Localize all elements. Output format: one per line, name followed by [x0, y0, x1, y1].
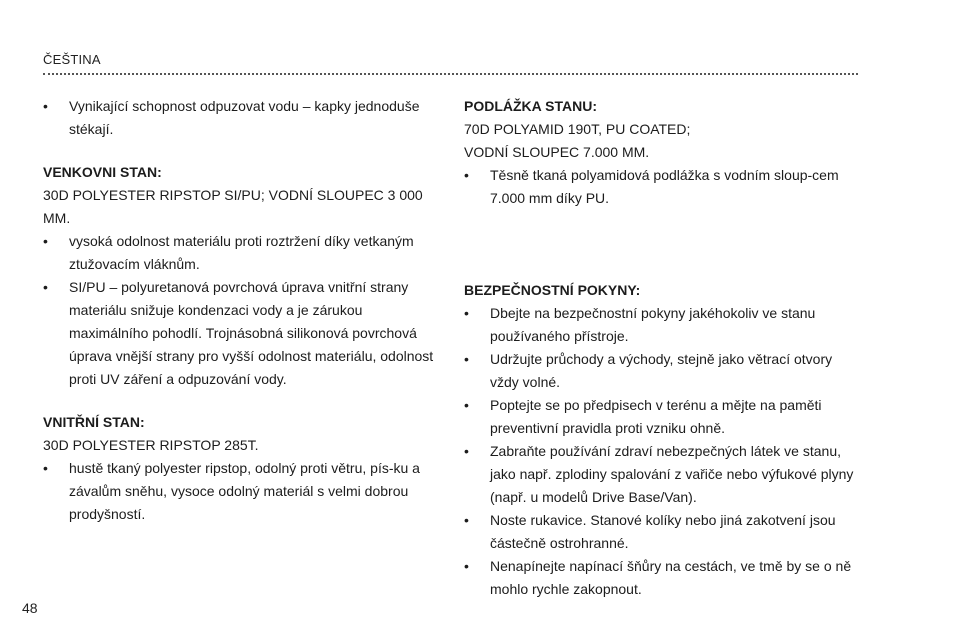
floor-heading: PODLÁŽKA STANU:: [464, 98, 597, 114]
intro-bullet: • Vynikající schopnost odpuzovat vodu – kapky jednoduše stékají.: [43, 95, 438, 141]
language-header: ČEŠTINA: [43, 52, 101, 67]
dotted-divider: [43, 73, 858, 75]
safety-heading: BEZPEČNOSTNÍ POKYNY:: [464, 282, 641, 298]
inner-tent-bullet: • hustě tkaný polyester ripstop, odolný proti větru, pís-ku a závalům sněhu, vysoce odolný materiál s velmi dobrou prodyšností.: [43, 457, 438, 526]
inner-tent-spec: 30D POLYESTER RIPSTOP 285T.: [43, 437, 259, 453]
right-column: [464, 95, 859, 601]
floor-spec-line: 70D POLYAMID 190T, PU COATED;: [464, 121, 691, 137]
outer-tent-bullet: • SI/PU – polyuretanová povrchová úprava vnitřní strany materiálu snižuje kondenzaci vody a je zárukou maximálního pohodlí. Trojnásobná silikonová povrchová úprava vnější strany pro vyšší odolnost materiálu, odolnost proti UV záření a odpuzování vody.: [43, 276, 438, 391]
safety-bullet: • Udržujte průchody a východy, stejně jako větrací otvory vždy volné.: [464, 348, 859, 394]
safety-bullet: • Zabraňte používání zdraví nebezpečných látek ve stanu, jako např. zplodiny spalování z vařiče nebo výfukové plyny (např. u modelů Drive Base/Van).: [464, 440, 859, 509]
safety-bullet: • Poptejte se po předpisech v terénu a mějte na paměti preventivní pravidla proti vzniku ohně.: [464, 394, 859, 440]
inner-tent-heading: VNITŘNÍ STAN:: [43, 414, 145, 430]
page-number: 48: [22, 600, 38, 616]
safety-bullet: • Dbejte na bezpečnostní pokyny jakéhokoliv ve stanu používaného přístroje.: [464, 302, 859, 348]
safety-bullet: • Noste rukavice. Stanové kolíky nebo jiná zakotvení jsou částečně ostrohranné.: [464, 509, 859, 555]
outer-tent-heading: VENKOVNI STAN:: [43, 164, 162, 180]
safety-bullet: • Nenapínejte napínací šňůry na cestách, ve tmě by se o ně mohlo rychle zakopnout.: [464, 555, 859, 601]
floor-spec-line: VODNÍ SLOUPEC 7.000 MM.: [464, 144, 650, 160]
left-column: [43, 95, 438, 526]
floor-bullet: • Těsně tkaná polyamidová podlážka s vodním sloup-cem 7.000 mm díky PU.: [464, 164, 859, 210]
outer-tent-spec: 30D POLYESTER RIPSTOP SI/PU; VODNÍ SLOUPEC 3 000 MM.: [43, 187, 423, 226]
outer-tent-bullet: • vysoká odolnost materiálu proti roztržení díky vetkaným ztužovacím vláknům.: [43, 230, 438, 276]
